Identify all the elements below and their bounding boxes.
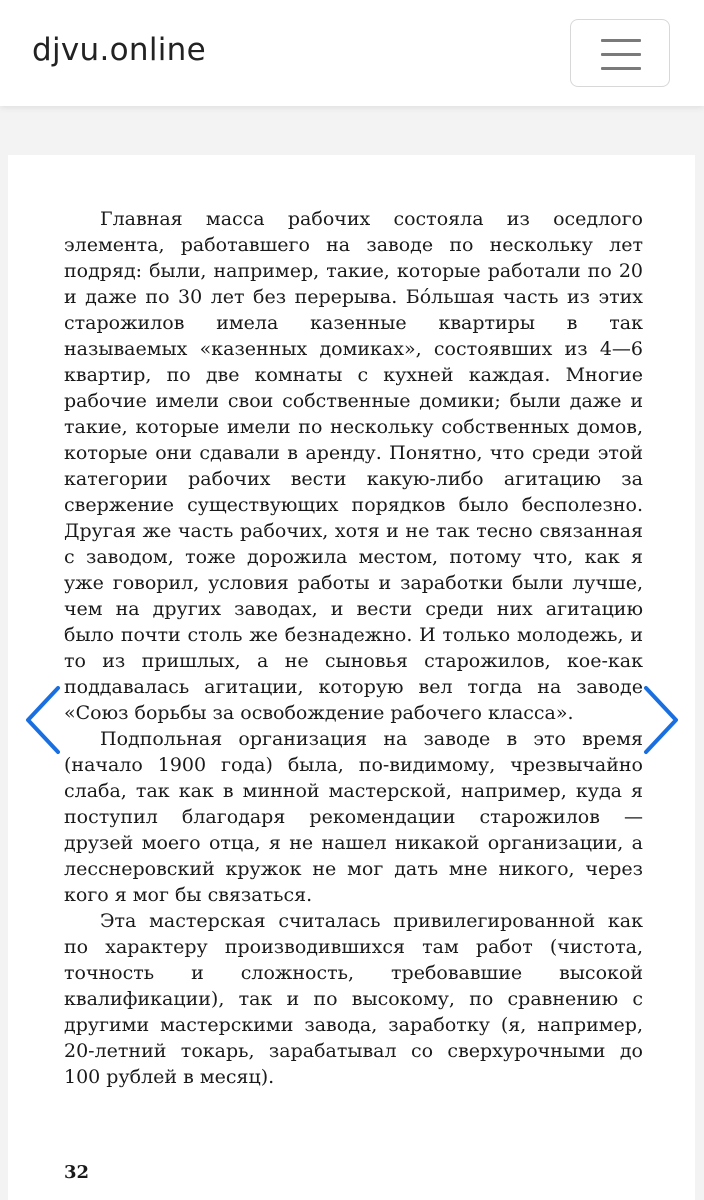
hamburger-menu-icon-bar (601, 53, 641, 56)
paragraph: Подпольная организация на заводе в это время (начало 1900 года) была, по-видимому, чрезвычайно слаба, так как в минной мастерской, например, куда я поступил благодаря рекомендации старожилов — друзей моего отца, я не нашел никакой организации, а лесснеровский кружок не мог дать мне никого, через кого я мог бы связаться. (64, 728, 643, 906)
prev-page-button[interactable] (20, 680, 80, 760)
page-number: 32 (64, 1162, 90, 1183)
chevron-right-icon (624, 680, 684, 760)
page-text (64, 206, 643, 1090)
next-page-button[interactable] (624, 680, 684, 760)
paragraph: Эта мастерская считалась привилегированной как по характеру производившихся там работ (чистота, точность и сложность, требовавшие высокой квалификации), так и по высокому, по сравнению с другими мастерскими завода, заработку (я, например, 20-летний токарь, зарабатывал со сверхурочными до 100 рублей в месяц). (64, 910, 643, 1088)
hamburger-menu-icon (601, 39, 641, 42)
menu-toggle-button[interactable] (570, 19, 670, 87)
chevron-left-icon (20, 680, 80, 760)
paragraph: Главная масса рабочих состояла из оседлого элемента, работавшего на заводе по нескольку лет подряд: были, например, такие, которые работали по 20 и даже по 30 лет без перерыва. Бóльшая часть из этих старожилов имела казенные квартиры в так называемых «казенных домиках», состоявших из 4—6 квартир, по две комнаты с кухней каждая. Многие рабочие имели свои собственные домики; были даже и такие, которые имели по нескольку собственных домов, которые они сдавали в аренду. Понятно, что среди этой категории рабочих вести какую-либо агитацию за свержение существующих порядков было бесполезно. Другая же часть рабочих, хотя и не так тесно связанная с заводом, тоже дорожила местом, потому что, как я уже говорил, условия работы и заработки были лучше, чем на других заводах, и вести среди них агитацию было почти столь же безнадежно. И только молодежь, и то из пришлых, а не сыновья старожилов, кое-как поддавалась агитации, которую вел тогда на заводе «Союз борьбы за освобождение рабочего класса». (64, 208, 643, 724)
hamburger-menu-icon-bar (601, 67, 641, 70)
site-logo-text[interactable]: djvu.online (32, 32, 206, 68)
top-navbar (0, 0, 704, 106)
